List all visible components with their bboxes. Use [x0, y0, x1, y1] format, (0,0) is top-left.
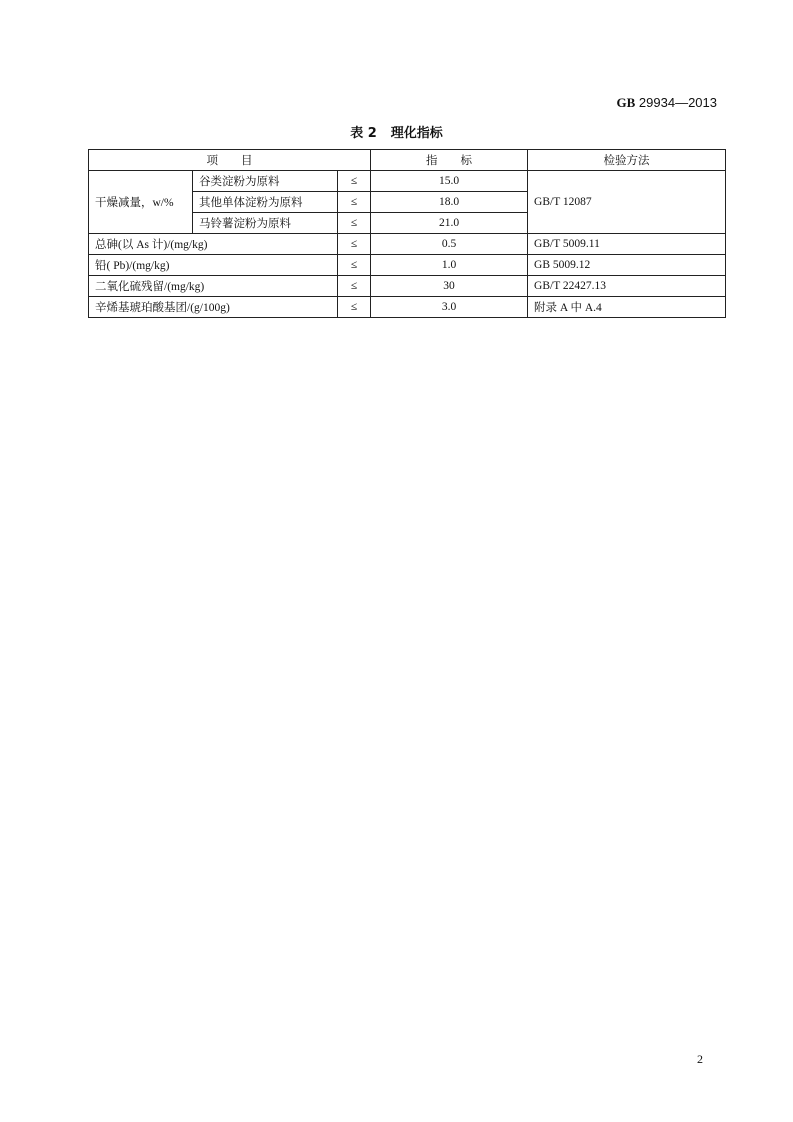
column-header-indicator: 指 标	[371, 150, 528, 171]
operator: ≤	[338, 297, 371, 318]
test-method: GB/T 22427.13	[528, 276, 726, 297]
table-title: 理化指标	[390, 126, 443, 141]
test-method: 附录 A 中 A.4	[528, 297, 726, 318]
item-name: 总砷(以 As 计)/(mg/kg)	[89, 234, 338, 255]
item-name: 辛烯基琥珀酸基团/(g/100g)	[89, 297, 338, 318]
indicator-value: 15.0	[371, 171, 528, 192]
table-row	[89, 255, 726, 276]
operator: ≤	[338, 192, 371, 213]
indicator-value: 1.0	[371, 255, 528, 276]
operator: ≤	[338, 276, 371, 297]
operator: ≤	[338, 213, 371, 234]
item-name: 二氧化硫残留/(mg/kg)	[89, 276, 338, 297]
indicator-value: 0.5	[371, 234, 528, 255]
table-caption	[0, 122, 793, 141]
operator: ≤	[338, 255, 371, 276]
standard-number: 29934—2013	[638, 95, 717, 110]
physicochemical-table	[88, 149, 726, 318]
sub-item: 谷类淀粉为原料	[193, 171, 338, 192]
indicator-value: 3.0	[371, 297, 528, 318]
table-number: 表 2	[350, 126, 377, 141]
item-name: 铅( Pb)/(mg/kg)	[89, 255, 338, 276]
test-method: GB/T 5009.11	[528, 234, 726, 255]
column-header-method: 检验方法	[528, 150, 726, 171]
page-number: 2	[697, 1052, 703, 1066]
indicator-value: 21.0	[371, 213, 528, 234]
standard-prefix: GB	[616, 95, 636, 110]
table-row	[89, 171, 726, 192]
indicator-value: 18.0	[371, 192, 528, 213]
sub-item: 马铃薯淀粉为原料	[193, 213, 338, 234]
operator: ≤	[338, 234, 371, 255]
operator: ≤	[338, 171, 371, 192]
sub-item: 其他单体淀粉为原料	[193, 192, 338, 213]
table-row	[89, 234, 726, 255]
table-row	[89, 276, 726, 297]
table-row	[89, 297, 726, 318]
column-header-item: 项 目	[89, 150, 371, 171]
standard-code	[617, 95, 718, 111]
test-method: GB 5009.12	[528, 255, 726, 276]
indicator-value: 30	[371, 276, 528, 297]
loss-on-drying-method: GB/T 12087	[528, 171, 726, 234]
loss-on-drying-label: 干燥减量，w/%	[89, 171, 193, 234]
table-header-row	[89, 150, 726, 171]
